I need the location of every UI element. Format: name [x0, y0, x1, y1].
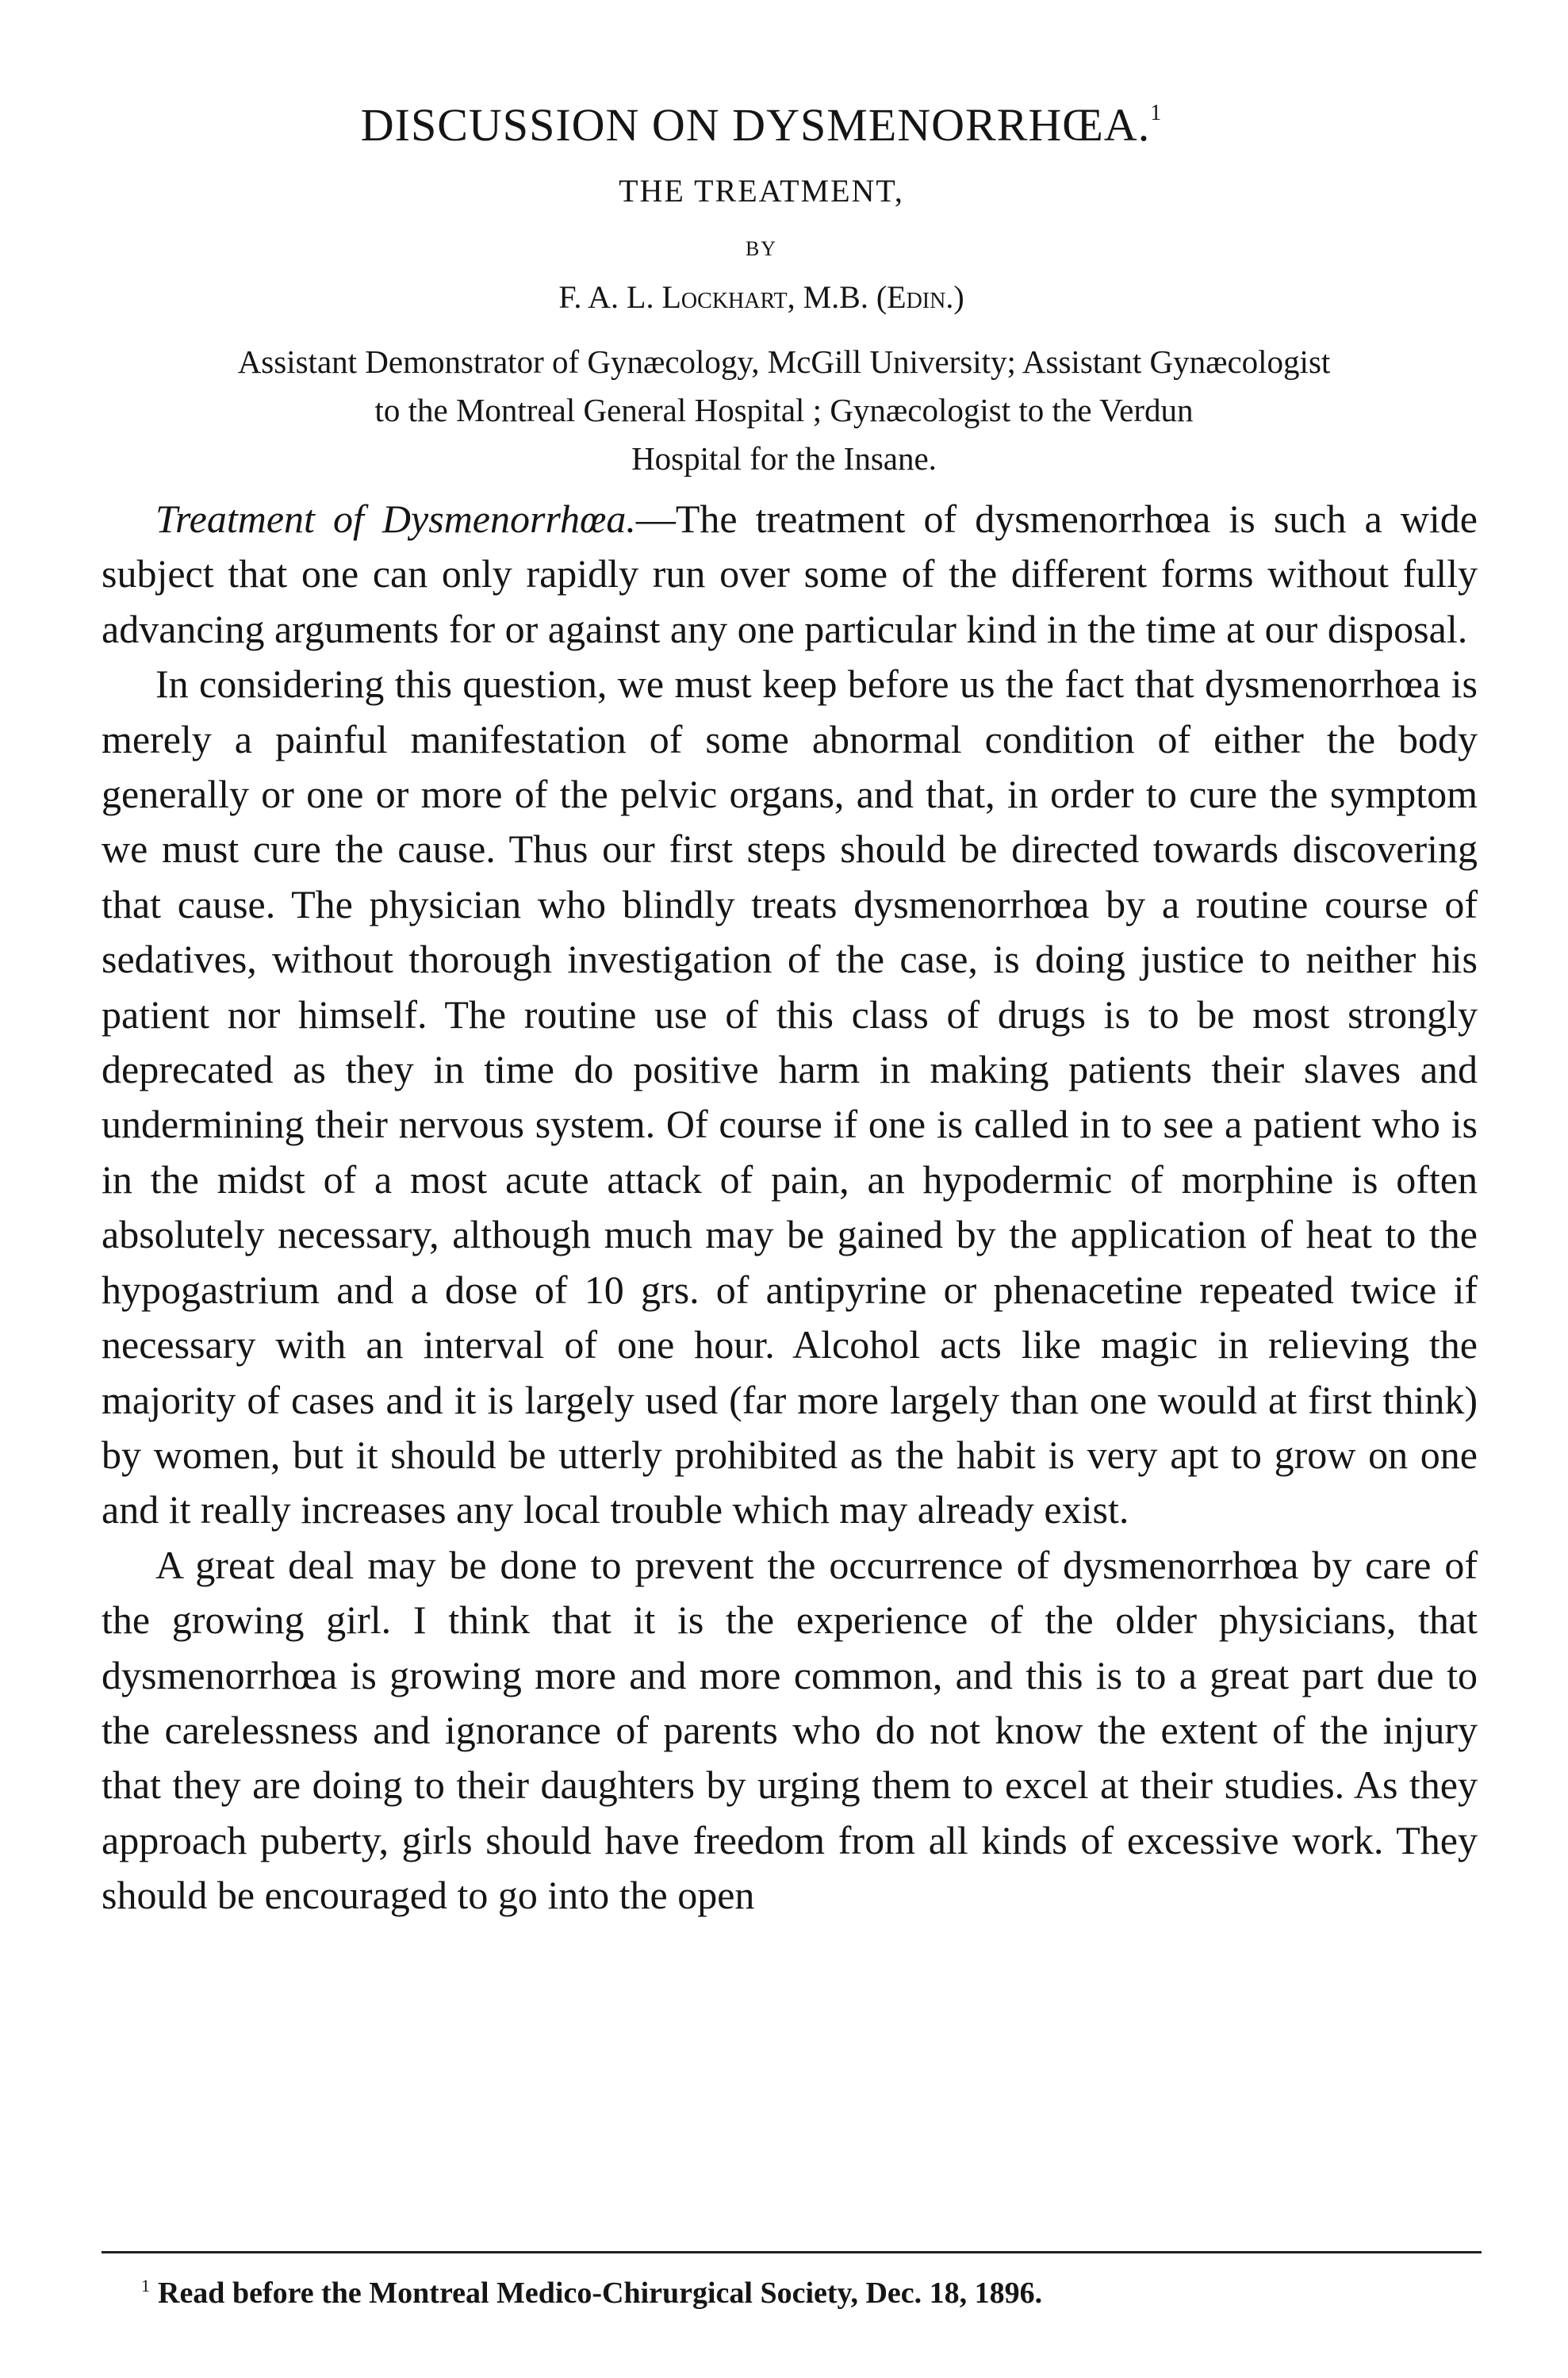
- affiliation-line: to the Montreal General Hospital ; Gynæcologist to the Verdun: [374, 392, 1194, 428]
- paragraph-considering: In considering this question, we must keep before us the fact that dysmenorrhœa is merely a painful manifestation of some abnormal condition of either the body generally or one or more of the pelvic organs, and that, in order to cure the symptom we must cure the cause. Thus our first steps should be directed towards discovering that cause. The physician who blindly treats dysmenorrhœa by a routine course of sedatives, without thorough investigation of the case, is doing justice to neither his patient nor himself. The routine use of this class of drugs is to be most strongly deprecated as they in time do positive harm in making patients their slaves and undermining their nervous system. Of course if one is called in to see a patient who is in the midst of a most acute attack of pain, an hypodermic of morphine is often absolutely necessary, although much may be gained by the application of heat to the hypogastrium and a dose of 10 grs. of antipyrine or phenacetine repeated twice if necessary with an interval of one hour. Alcohol acts like magic in relieving the majority of cases and it is largely used (far more largely than one would at first think) by women, but it should be utterly prohibited as the habit is very apt to grow on one and it really increases any local trouble which may already exist.: [102, 662, 1478, 1532]
- author-name: F. A. L. Lockhart, M.B. (Edin.): [558, 279, 964, 315]
- footnote-text: Read before the Montreal Medico-Chirurgical Society, Dec. 18, 1896.: [158, 2276, 1043, 2310]
- title-text: DISCUSSION ON DYSMENORRHŒA.: [360, 99, 1151, 151]
- paragraph-treatment: [102, 492, 1478, 657]
- byline-label: BY: [745, 237, 778, 260]
- article-body: [102, 492, 1478, 1923]
- affiliation-line: Hospital for the Insane.: [631, 440, 937, 477]
- section-heading: Treatment of Dysmenorrhœa.: [155, 497, 636, 541]
- article-title: [206, 86, 1317, 153]
- footnote-mark: 1: [141, 2276, 150, 2296]
- article-subtitle: THE TREATMENT,: [619, 173, 904, 209]
- title-footnote-mark: 1: [1150, 101, 1163, 125]
- paragraph-prevention: A great deal may be done to prevent the occurrence of dysmenorrhœa by care of the growing girl. I think that it is the experience of the older physicians, that dysmenorrhœa is growing more and more common, and this is to a great part due to the carelessness and ignorance of parents who do not know the extent of the injury that they are doing to their daughters by urging them to excel at their studies. As they approach puberty, girls should have freedom from all kinds of excessive work. They should be encouraged to go into the open: [102, 1542, 1478, 1918]
- affiliation-line: Assistant Demonstrator of Gynæcology, McGill University; Assistant Gynæcologist: [237, 343, 1331, 380]
- footnote: [141, 2267, 1489, 2312]
- paragraph-text: —The treatment of dysmenorrhœa is such a wide subject that one can only rapidly run over some of the different forms without fully advancing arguments for or against any one particular kind in the time at our disposal.: [102, 497, 1478, 651]
- footnote-divider: [102, 2251, 1482, 2253]
- author-affiliation: [48, 338, 1520, 483]
